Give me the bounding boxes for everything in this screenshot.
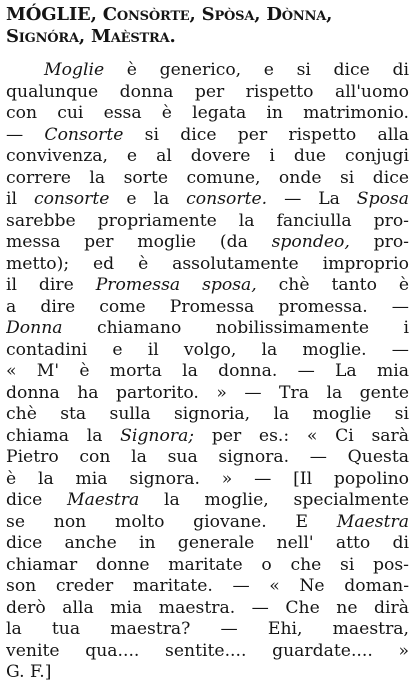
text-line	[6, 490, 409, 512]
text-run: correre la sorte comune, onde si dice	[6, 167, 409, 188]
text-line	[6, 340, 409, 362]
italic-term: Signora;	[120, 425, 195, 446]
text-line	[6, 361, 409, 383]
text-line	[6, 598, 409, 620]
text-line	[6, 168, 409, 190]
text-run: a dire come Promessa promessa. —	[6, 296, 409, 317]
text-run: il dire	[6, 275, 96, 295]
text-run: donna ha partorito. » — Tra la gente	[6, 382, 409, 403]
text-line	[6, 125, 409, 147]
italic-term: spondeo,	[271, 232, 350, 252]
text-run: qualunque donna per rispetto all'uomo	[6, 81, 409, 102]
italic-term: Sposa	[356, 189, 409, 209]
text-run: son creder maritate. — « Ne doman-	[6, 576, 409, 596]
text-run: dice	[6, 490, 68, 510]
text-line	[6, 447, 409, 469]
text-run: G. F.]	[6, 662, 52, 682]
text-run: chè tanto è	[256, 275, 409, 295]
entry-body	[6, 60, 409, 684]
text-line	[6, 512, 409, 534]
text-run: sarebbe propriamente la fanciulla pro-	[6, 210, 409, 231]
italic-term: Promessa sposa,	[95, 275, 257, 295]
text-run: derò alla mia maestra. — Che ne dirà	[6, 597, 409, 618]
text-line	[6, 619, 409, 641]
text-run: — La	[267, 189, 357, 209]
text-line	[6, 103, 409, 125]
text-line	[6, 60, 409, 82]
text-run: la tua maestra? — Ehi, maestra,	[6, 619, 409, 639]
text-run: —	[6, 124, 45, 145]
text-line	[6, 662, 409, 684]
italic-term: Moglie	[44, 60, 105, 80]
text-run: si dice per rispetto alla	[123, 124, 409, 145]
text-run: è la mia signora. » — [Il popolino	[6, 468, 409, 489]
text-line	[6, 383, 409, 405]
italic-term: Consorte	[44, 124, 124, 145]
entry-heading-line-2: Signóra, Maèstra.	[6, 26, 176, 47]
text-line	[6, 275, 409, 297]
text-run: per es.: « Ci sarà	[194, 425, 409, 446]
text-line	[6, 555, 409, 577]
text-line	[6, 576, 409, 598]
italic-term: Maestra	[67, 490, 140, 510]
italic-term: Maestra	[336, 511, 409, 532]
text-run: metto); ed è assolutamente improprio	[6, 253, 409, 274]
entry-heading	[6, 4, 409, 48]
italic-term: Donna	[6, 318, 63, 338]
text-line	[6, 254, 409, 276]
text-run: chiama la	[6, 425, 121, 446]
text-run: contadini e il volgo, la moglie. —	[6, 339, 409, 360]
text-run: e la	[109, 189, 187, 209]
text-line	[6, 211, 409, 233]
text-run: dice anche in generale nell' atto di	[6, 533, 409, 553]
text-run: è generico, e si dice di	[104, 60, 409, 80]
italic-term: consorte.	[186, 189, 268, 209]
text-line	[6, 469, 409, 491]
text-line	[6, 318, 409, 340]
text-line	[6, 426, 409, 448]
text-run: venite qua.... sentite.... guardate.... »	[6, 640, 409, 661]
text-line	[6, 641, 409, 663]
text-line	[6, 533, 409, 555]
text-run: pro-	[349, 232, 409, 252]
text-run: chiamar donne maritate o che si pos-	[6, 554, 409, 575]
entry-heading-line-1: MÓGLIE, Consòrte, Spòsa, Dònna,	[6, 4, 333, 25]
text-line	[6, 82, 409, 104]
text-run: chiamano nobilissimamente i	[62, 318, 409, 338]
text-run: la moglie, specialmente	[139, 490, 409, 510]
text-run: Pietro con la sua signora. — Questa	[6, 447, 409, 467]
text-run: « M' è morta la donna. — La mia	[6, 361, 409, 381]
text-run: il	[6, 189, 34, 209]
text-run: chè sta sulla signoria, la moglie si	[6, 404, 409, 424]
text-run: se non molto giovane. E	[6, 511, 337, 532]
text-line	[6, 404, 409, 426]
text-run: convivenza, e al dovere i due conjugi	[6, 146, 409, 166]
italic-term: consorte	[33, 189, 110, 209]
text-run: con cui essa è legata in matrimonio.	[6, 103, 409, 123]
text-line	[6, 297, 409, 319]
text-line	[6, 189, 409, 211]
text-line	[6, 146, 409, 168]
text-run: messa per moglie (da	[6, 232, 272, 252]
text-line	[6, 232, 409, 254]
